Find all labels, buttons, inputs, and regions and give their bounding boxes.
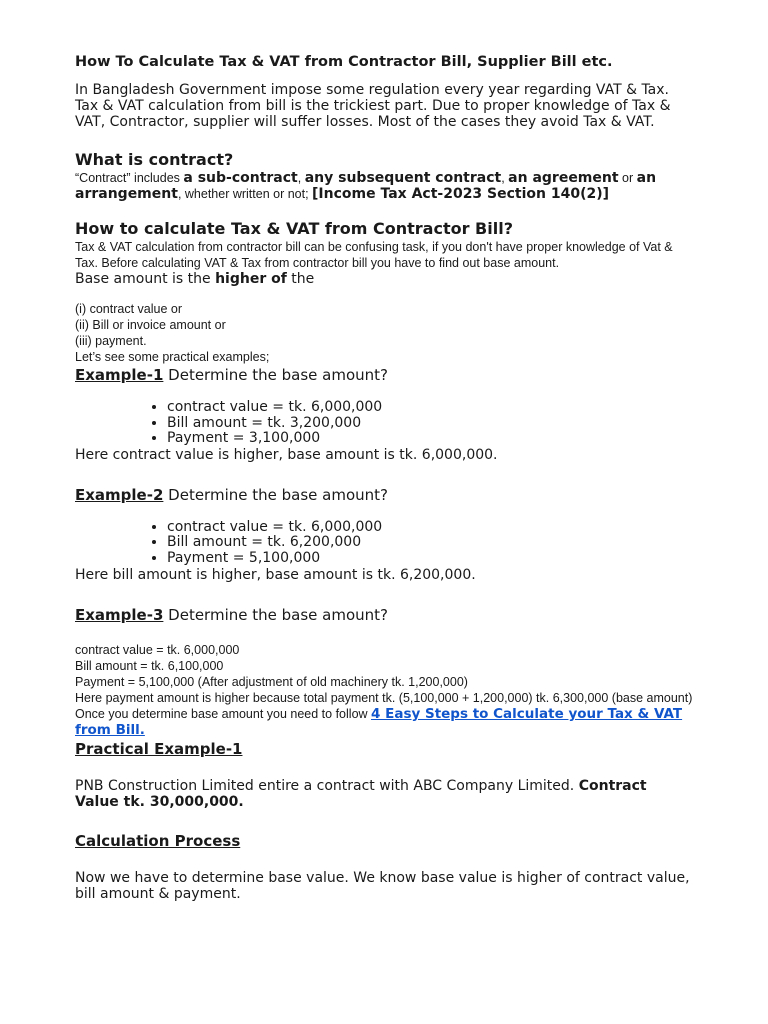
list-item: • contract value = tk. 6,000,000 <box>167 520 693 536</box>
list-item: Payment = 5,100,000 (After adjustment of old machinery tk. 1,200,000) <box>75 674 468 689</box>
list-item: • Bill amount = tk. 3,200,000 <box>167 416 693 432</box>
example-1-answer: Here contract value is higher, base amount is tk. 6,000,000. <box>75 446 498 463</box>
example-1-list <box>75 400 693 447</box>
easy-steps-link[interactable]: 4 Easy Steps to Calculate your Tax & VAT from Bill. <box>75 705 683 738</box>
example-2-list <box>75 520 693 567</box>
list-item: • Payment = 3,100,000 <box>167 431 693 447</box>
practical-heading: Practical Example-1 <box>75 739 243 758</box>
example-3-answer: Here payment amount is higher because total payment tk. (5,100,000 + 1,200,000) tk. 6,300,000 (base amount) <box>75 690 693 705</box>
list-item: • Payment = 5,100,000 <box>167 551 693 567</box>
contract-heading: What is contract? <box>75 150 234 169</box>
list-item: • contract value = tk. 6,000,000 <box>167 400 693 416</box>
calculation-heading: Calculation Process <box>75 831 241 850</box>
list-item: contract value = tk. 6,000,000 <box>75 642 240 657</box>
list-item: Bill amount = tk. 6,100,000 <box>75 658 224 673</box>
base-options-list <box>75 301 693 365</box>
option-item: (i) contract value or <box>75 302 182 316</box>
examples-intro: Let’s see some practical examples; <box>75 350 270 364</box>
base-amount-line: Base amount is the higher of the <box>75 271 315 287</box>
document-page <box>75 50 693 902</box>
how-to-heading: How to calculate Tax & VAT from Contractor Bill? <box>75 219 513 238</box>
follow-line: Once you determine base amount you need to follow 4 Easy Steps to Calculate your Tax & VAT from Bill. <box>75 705 683 738</box>
example-2-answer: Here bill amount is higher, base amount is tk. 6,200,000. <box>75 566 476 583</box>
option-item: (ii) Bill or invoice amount or <box>75 318 226 332</box>
practical-text: PNB Construction Limited entire a contract with ABC Company Limited. Contract Value tk. 30,000,000. <box>75 777 647 810</box>
list-item: • Bill amount = tk. 6,200,000 <box>167 535 693 551</box>
contract-definition: “Contract” includes a sub-contract, any subsequent contract, an agreement or an arrangement, whether written or not; [Income Tax Act-2023 Section 140(2)] <box>75 170 657 202</box>
intro-paragraph: In Bangladesh Government impose some regulation every year regarding VAT & Tax. Tax & VAT calculation from bill is the trickiest part. Due to proper knowledge of Tax & VAT, Contractor, supplier will suffer losses. Most of the cases they avoid Tax & VAT. <box>75 82 671 130</box>
example-3-lines <box>75 642 693 738</box>
example-3-title: Example-3 Determine the base amount? <box>75 605 388 624</box>
calculation-text: Now we have to determine base value. We know base value is higher of contract value, bill amount & payment. <box>75 869 690 902</box>
option-item: (iii) payment. <box>75 334 147 348</box>
how-to-text: Tax & VAT calculation from contractor bill can be confusing task, if you don't have proper knowledge of Vat & Tax. Before calculating VAT & Tax from contractor bill you have to find out base amount. <box>75 240 673 270</box>
example-2-title: Example-2 Determine the base amount? <box>75 485 388 504</box>
document-title: How To Calculate Tax & VAT from Contractor Bill, Supplier Bill etc. <box>75 54 613 70</box>
example-1-title: Example-1 Determine the base amount? <box>75 366 388 384</box>
